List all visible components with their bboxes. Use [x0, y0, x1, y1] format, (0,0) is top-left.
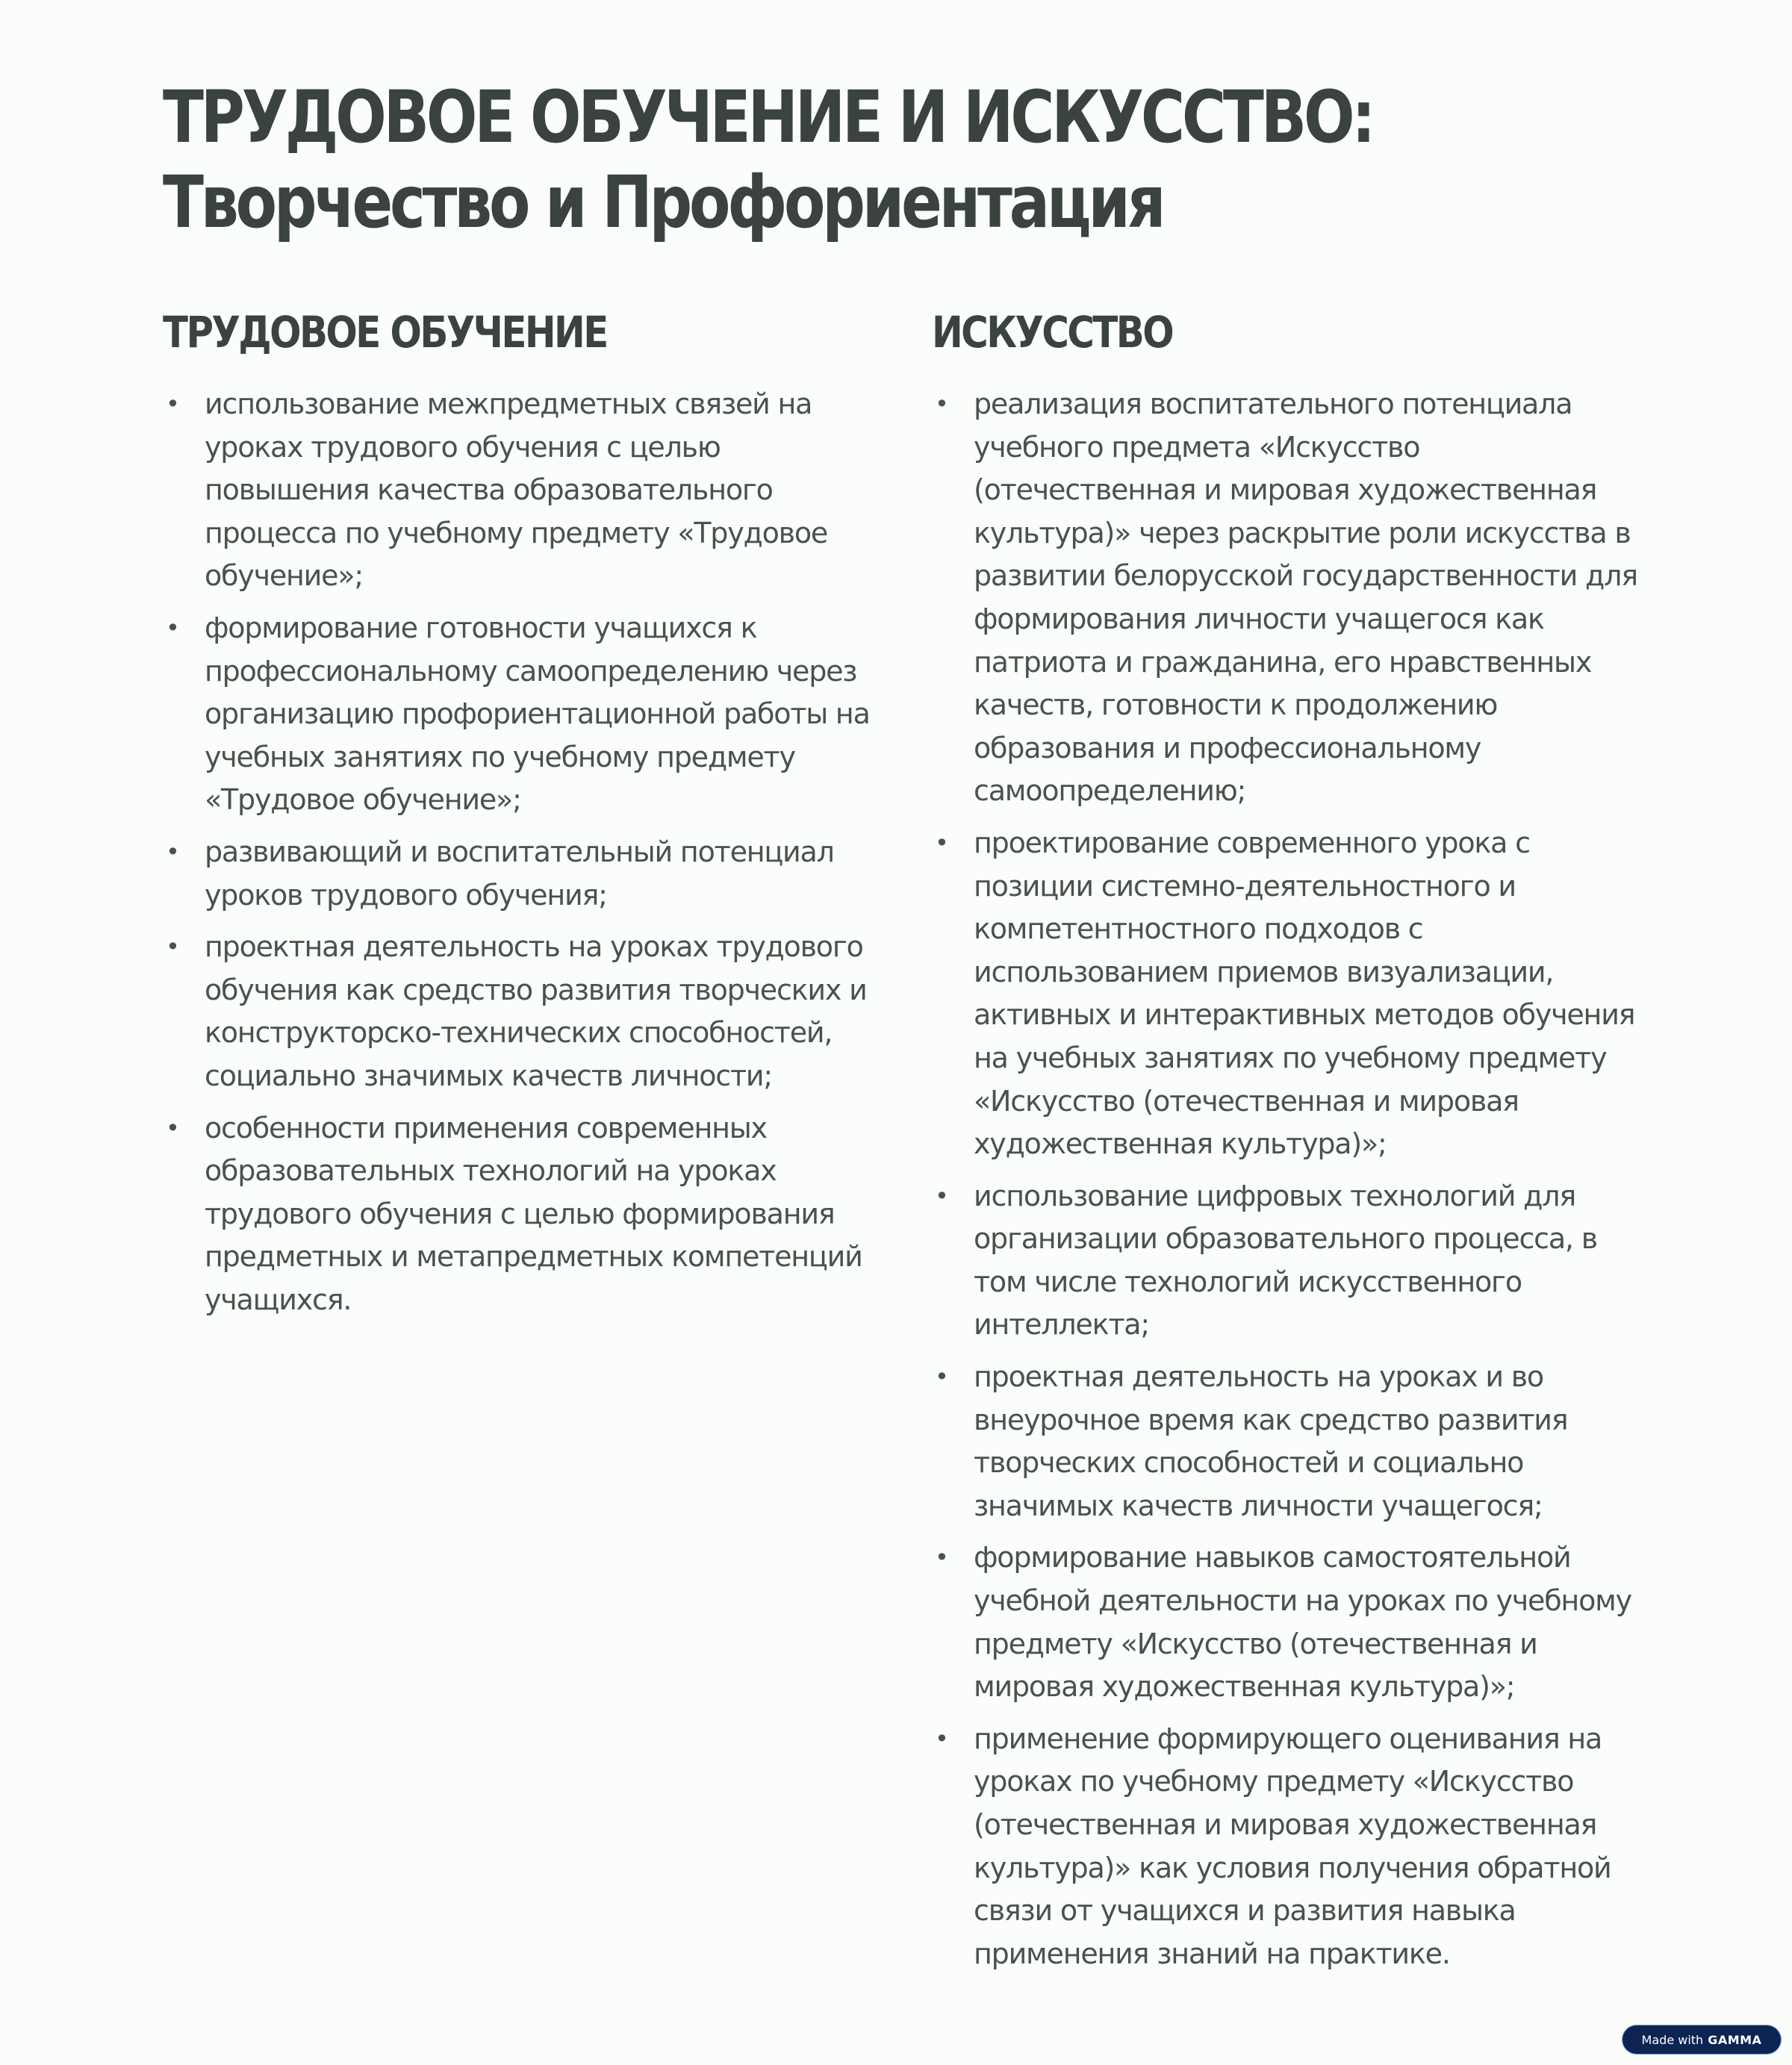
page-title-line2: Творчество и Профориентация — [163, 161, 1163, 244]
list-item: • использование межпредметных связей на уроках трудового обучения с целью повышения качества образовательного процесса по учебному предмету «Трудовое обучение»; — [163, 383, 857, 598]
bullet-icon: • — [935, 828, 948, 857]
bullet-icon: • — [166, 932, 179, 962]
list-item: • проектирование современного урока с позиции системно-деятельностного и компетентностного подходов с использованием приемов визуализации, активных и интерактивных методов обучения на учебных занятиях по учебному предмету «Искусство (отечественная и мировая художественная культура)»; — [932, 822, 1649, 1166]
list-item: • реализация воспитательного потенциала учебного предмета «Искусство (отечественная и мировая художественная культура)» через раскрытие роли искусства в развитии белорусской государственности для формирования личности учащегося как патриота и гражданина, его нравственных качеств, готовности к продолжению образования и профессиональному самоопределению; — [932, 383, 1649, 813]
gamma-logo: GAMMA — [1708, 2032, 1762, 2047]
bullet-icon: • — [935, 1181, 948, 1210]
art-heading: ИСКУССТВО — [932, 307, 1173, 358]
bullet-icon: • — [935, 1724, 948, 1753]
bullet-icon: • — [166, 1113, 179, 1142]
page-title-line1: ТРУДОВОЕ ОБУЧЕНИЕ И ИСКУССТВО: — [163, 75, 1373, 159]
bullet-icon: • — [935, 1543, 948, 1572]
art-column — [932, 302, 1649, 1984]
list-item: • особенности применения современных образовательных технологий на уроках трудового обучения с целью формирования предметных и метапредметных компетенций учащихся. — [163, 1107, 857, 1322]
bullet-icon: • — [166, 613, 179, 642]
list-item: • применение формирующего оценивания на уроках по учебному предмету «Искусство (отечественная и мировая художественная культура)» как условия получения обратной связи от учащихся и развития навыка применения знаний на практике. — [932, 1718, 1649, 1976]
badge-prefix: Made with — [1641, 2032, 1704, 2047]
list-item: • развивающий и воспитательный потенциал уроков трудового обучения; — [163, 831, 857, 917]
made-with-gamma-badge[interactable] — [1623, 2025, 1781, 2054]
labor-training-heading: ТРУДОВОЕ ОБУЧЕНИЕ — [163, 307, 607, 358]
bullet-icon: • — [166, 837, 179, 866]
list-item: • формирование навыков самостоятельной учебной деятельности на уроках по учебному предмету «Искусство (отечественная и мировая художественная культура)»; — [932, 1536, 1649, 1708]
bullet-icon: • — [935, 1362, 948, 1392]
bullet-icon: • — [935, 390, 948, 418]
page-title — [163, 75, 1372, 245]
labor-training-column — [163, 302, 870, 1330]
bullet-icon: • — [166, 390, 179, 418]
list-item: • формирование готовности учащихся к профессиональному самоопределению через организацию профориентационной работы на учебных занятиях по учебному предмету «Трудовое обучение»; — [163, 607, 857, 822]
list-item: • проектная деятельность на уроках трудового обучения как средство развития творческих и конструкторско-технических способностей, социально значимых качеств личности; — [163, 926, 857, 1097]
list-item: • проектная деятельность на уроках и во внеурочное время как средство развития творческих способностей и социально значимых качеств личности учащегося; — [932, 1356, 1649, 1527]
list-item: • использование цифровых технологий для организации образовательного процесса, в том числе технологий искусственного интеллекта; — [932, 1175, 1649, 1347]
art-list — [932, 383, 1649, 1975]
labor-training-list — [163, 383, 870, 1321]
